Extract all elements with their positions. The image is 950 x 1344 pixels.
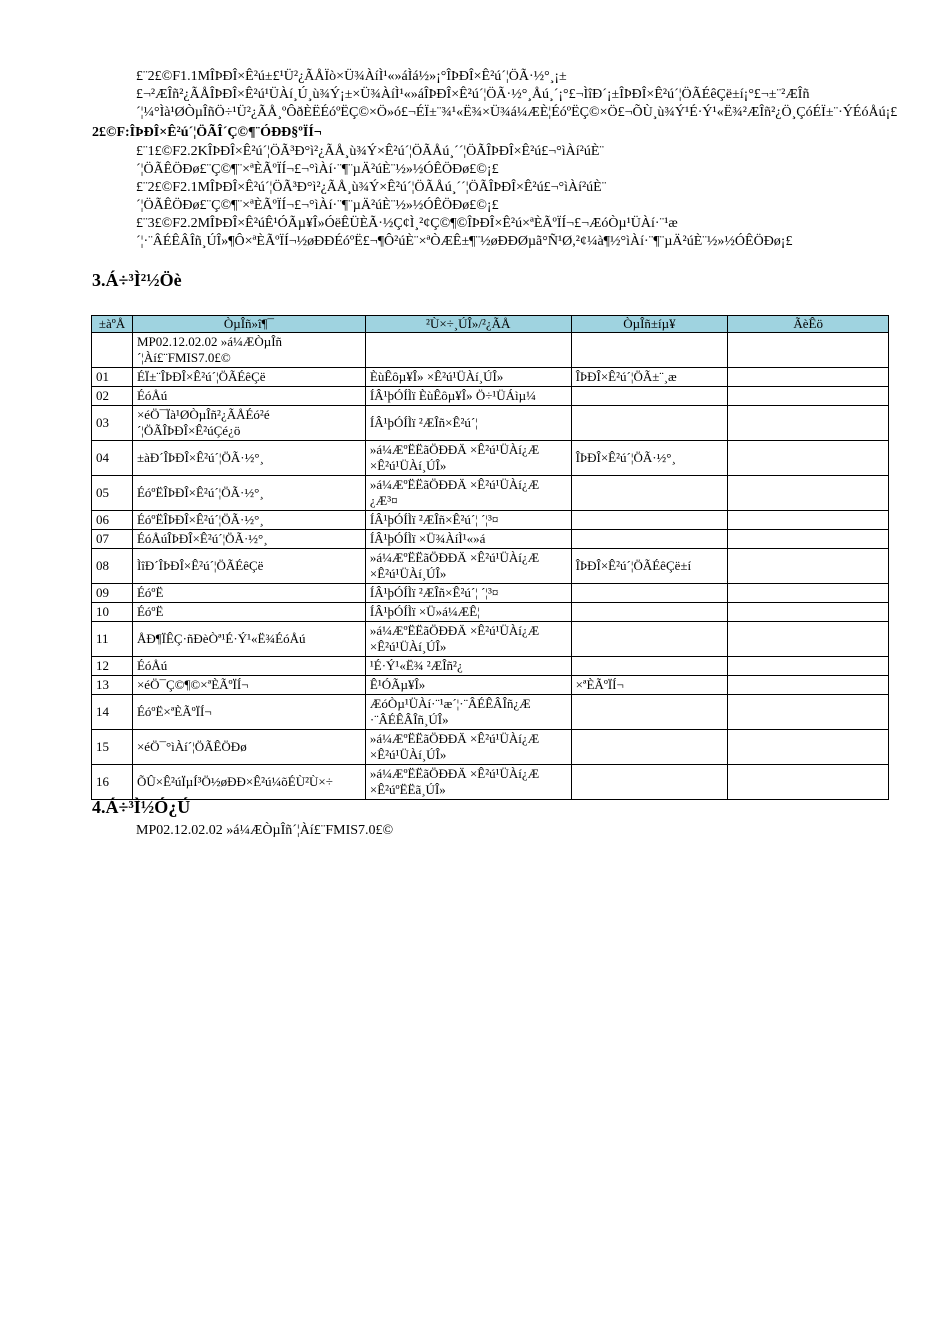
table-cell: 03 — [92, 406, 133, 441]
table-row — [92, 549, 889, 584]
table-cell — [728, 730, 889, 765]
table-cell: ÍÂ¹þÓÍÌï ×Ü¾ÀíÌ¹«»á — [365, 530, 571, 549]
table-row — [92, 603, 889, 622]
table-cell: MP02.12.02.02 »á¼ÆÒµÎñ´¦Àí£¨FMIS7.0£© — [132, 333, 365, 368]
table-row — [92, 622, 889, 657]
table-cell: ÈùÊôµ¥Î» ×Ê²ú¹ÜÀí¸ÚÎ» — [365, 368, 571, 387]
table-cell — [728, 333, 889, 368]
table-row — [92, 441, 889, 476]
table-cell: ÉóºË — [132, 584, 365, 603]
table-cell: ÍÂ¹þÓÍÌï ²ÆÎñ×Ê²ú´¦ ´¦³¤ — [365, 511, 571, 530]
table-cell — [571, 387, 728, 406]
table-cell — [571, 476, 728, 511]
table-cell — [571, 406, 728, 441]
table-cell: ÉóÅú — [132, 657, 365, 676]
table-cell: ÍÂ¹þÓÍÌï ×Ü»á¼ÆÊ¦ — [365, 603, 571, 622]
table-cell — [728, 695, 889, 730]
table-cell: ÉóÅúÎÞÐÎ×Ê²ú´¦ÖÃ·½°¸ — [132, 530, 365, 549]
table-cell — [728, 406, 889, 441]
table-cell — [728, 657, 889, 676]
process-steps-table — [91, 315, 889, 800]
table-cell — [571, 695, 728, 730]
table-cell: 04 — [92, 441, 133, 476]
section-4-title: 4.Á÷³Ì½Ó¿Ú — [92, 797, 191, 817]
table-cell: ÉóºËÎÞÐÎ×Ê²ú´¦ÖÃ·½°¸ — [132, 511, 365, 530]
table-cell: 11 — [92, 622, 133, 657]
table-cell — [571, 511, 728, 530]
table-cell: 06 — [92, 511, 133, 530]
table-cell: ÎÞÐÎ×Ê²ú´¦ÖÃÉêÇë±í — [571, 549, 728, 584]
table-cell: ÍÂ¹þÓÍÌï ÈùÊôµ¥Î» Ö÷¹ÜÁìµ¼ — [365, 387, 571, 406]
table-cell: ×éÖ¯°ìÀí´¦ÖÃÊÖÐø — [132, 730, 365, 765]
table-cell: »á¼ÆºËËãÖÐÐÄ ×Ê²ú¹ÜÀí¿Æ ×Ê²ú¹ÜÀí¸ÚÎ» — [365, 549, 571, 584]
table-cell: ÆóÒµ¹ÜÀí·¨¹æ´¦·¨ÂÉÊÂÎñ¿Æ ·¨ÂÉÊÂÎñ¸ÚÎ» — [365, 695, 571, 730]
table-cell — [571, 765, 728, 800]
header-activity: ÒµÎñ»î¶¯ — [132, 316, 365, 333]
table-cell: »á¼ÆºËËãÖÐÐÄ ×Ê²ú¹ÜÀí¿Æ ¿Æ³¤ — [365, 476, 571, 511]
table-cell: »á¼ÆºËËãÖÐÐÄ ×Ê²ú¹ÜÀí¿Æ ×Ê²úºËËã¸ÚÎ» — [365, 765, 571, 800]
paragraph-f1-1m: £¨2£©F1.1MÎÞÐÎ×Ê²ú±£¹Ü²¿ÃÅÏò×Ü¾ÀíÌ¹«»áÌá½»¡°ÎÞÐÎ×Ê²ú´¦ÖÃ·½°¸¡±£¬²ÆÎñ²¿ÃÅÎÞÐÎ×Ê²ú¹ÜÀí¸Ú¸ù¾Ý¡±×Ü¾ÀíÌ¹«»áÎÞÐÎ×Ê²ú´¦ÖÃ·½°¸Åú¸´¡°£¬ÌîÐ´¡±ÎÞÐÎ×Ê²ú´¦ÖÃÉêÇë±í¡°£¬±¨²ÆÎñ´¦¼°Ìà¹ØÒµÎñÖ÷¹Ü²¿ÃÅ¸ºÔðÈËÉóºËÇ©×Ö»ó£¬ÉÏ±¨¾¹«Ë¾×Ü¾á¼ÆÈ¦ÉóºËÇ©×Ö£¬ÕÙ¸ù¾Ý¹É·Ý¹«Ë¾²ÆÎñ²¿Ö¸ÇóÉÏ±¨·ÝÉóÅú¡£ — [136, 69, 898, 120]
table-cell — [728, 511, 889, 530]
header-description: ÃèÊö — [728, 316, 889, 333]
table-cell — [571, 622, 728, 657]
table-row — [92, 695, 889, 730]
table-cell: Ê¹ÓÃµ¥Î» — [365, 676, 571, 695]
table-cell: 08 — [92, 549, 133, 584]
paragraph-f2-1m: £¨2£©F2.1MÎÞÐÎ×Ê²ú´¦ÖÃ³Ð°ì²¿ÃÅ¸ù¾Ý×Ê²ú´¦ÖÃÅú¸´´¦ÖÃÎÞÐÎ×Ê²ú£¬°ìÀí²úÈ¨´¦ÖÃÊÖÐø£¨Ç©¶¨×ªÈÃºÏÍ¬£¬°ìÀí·¨¶¨µÄ²úÈ¨½»½ÓÊÖÐø£©¡£ — [136, 180, 607, 213]
table-cell: ÎÞÐÎ×Ê²ú´¦ÖÃ±¨¸æ — [571, 368, 728, 387]
table-cell — [728, 622, 889, 657]
table-row — [92, 368, 889, 387]
table-cell: ÉóºË×ªÈÃºÏÍ¬ — [132, 695, 365, 730]
table-row — [92, 584, 889, 603]
table-cell: ÎÞÐÎ×Ê²ú´¦ÖÃ·½°¸ — [571, 441, 728, 476]
table-cell: 13 — [92, 676, 133, 695]
table-cell: 12 — [92, 657, 133, 676]
table-row — [92, 530, 889, 549]
table-cell: 10 — [92, 603, 133, 622]
table-header-row — [92, 316, 889, 333]
table-cell — [728, 530, 889, 549]
table-cell — [571, 530, 728, 549]
table-cell: ÉóºËÎÞÐÎ×Ê²ú´¦ÖÃ·½°¸ — [132, 476, 365, 511]
table-cell: ÉóºË — [132, 603, 365, 622]
table-cell — [728, 765, 889, 800]
table-row — [92, 333, 889, 368]
section-3-title: 3.Á÷³Ì²½Öè — [92, 270, 182, 290]
table-cell: ÕÛ×Ê²úÏµÍ³Ö½øÐÐ×Ê²ú¼õÉÙ²Ù×÷ — [132, 765, 365, 800]
table-body — [92, 333, 889, 800]
paragraph-f2-2m: £¨3£©F2.2MÎÞÐÎ×Ê²úÊ¹ÓÃµ¥Î»ÓëÊÜÈÃ·½Ç¢Ì¸²¢Ç©¶©ÎÞÐÎ×Ê²ú×ªÈÃºÏÍ¬£¬ÆóÒµ¹ÜÀí·¨¹æ´¦·¨ÂÉÊÂÎñ¸ÚÎ»¶Ô×ªÈÃºÏÍ¬½øÐÐÉóºË£¬¶Ô²úÈ¨×ªÒÆÊ±¶¨½øÐÐØµã°Ñ¹Ø,²¢¼à¶½°ìÀí·¨¶¨µÄ²úÈ¨½»½ÓÊÖÐø¡£ — [136, 216, 793, 249]
table-cell — [571, 333, 728, 368]
table-cell — [728, 584, 889, 603]
table-cell — [571, 657, 728, 676]
table-cell: ×ªÈÃºÏÍ¬ — [571, 676, 728, 695]
table-cell: 14 — [92, 695, 133, 730]
table-cell: 01 — [92, 368, 133, 387]
table-cell — [728, 603, 889, 622]
table-cell — [728, 368, 889, 387]
header-role: ²Ù×÷¸ÚÎ»/²¿ÃÅ — [365, 316, 571, 333]
table-row — [92, 406, 889, 441]
table-row — [92, 511, 889, 530]
table-cell: »á¼ÆºËËãÖÐÐÄ ×Ê²ú¹ÜÀí¿Æ ×Ê²ú¹ÜÀí¸ÚÎ» — [365, 730, 571, 765]
table-cell — [571, 584, 728, 603]
table-cell: 05 — [92, 476, 133, 511]
table-cell: 16 — [92, 765, 133, 800]
paragraph-f2-2k: £¨1£©F2.2KÎÞÐÎ×Ê²ú´¦ÖÃ³Ð°ì²¿ÃÅ¸ù¾Ý×Ê²ú´¦ÖÃÅú¸´´¦ÖÃÎÞÐÎ×Ê²ú£¬°ìÀí²úÈ¨´¦ÖÃÊÖÐø£¨Ç©¶¨×ªÈÃºÏÍ¬£¬°ìÀí·¨¶¨µÄ²úÈ¨½»½ÓÊÖÐø£©¡£ — [136, 144, 605, 177]
table-row — [92, 730, 889, 765]
table-row — [92, 765, 889, 800]
subheading-f2: 2£©F:ÎÞÐÎ×Ê²ú´¦ÖÃÎ´Ç©¶¨ÓÐÐ§ºÏÍ¬ — [92, 125, 322, 140]
table-cell — [571, 603, 728, 622]
table-cell — [728, 476, 889, 511]
table-cell: ×éÖ¯Ïà¹ØÒµÎñ²¿ÃÅÉó²é´¦ÖÃÎÞÐÎ×Ê²úÇé¿ö — [132, 406, 365, 441]
header-number: ±àºÅ — [92, 316, 133, 333]
table-cell: 15 — [92, 730, 133, 765]
table-cell — [365, 333, 571, 368]
table-cell: ÍÂ¹þÓÍÌï ²ÆÎñ×Ê²ú´¦ ´¦³¤ — [365, 584, 571, 603]
table-cell: 07 — [92, 530, 133, 549]
table-cell: ÉóÅú — [132, 387, 365, 406]
table-cell — [728, 387, 889, 406]
table-cell: ±àÐ´ÎÞÐÎ×Ê²ú´¦ÖÃ·½°¸ — [132, 441, 365, 476]
table-cell: ¹É·Ý¹«Ë¾ ²ÆÎñ²¿ — [365, 657, 571, 676]
table-cell: »á¼ÆºËËãÖÐÐÄ ×Ê²ú¹ÜÀí¿Æ ×Ê²ú¹ÜÀí¸ÚÎ» — [365, 441, 571, 476]
table-row — [92, 387, 889, 406]
table-cell: 02 — [92, 387, 133, 406]
table-row — [92, 657, 889, 676]
table-cell — [571, 730, 728, 765]
table-cell — [728, 549, 889, 584]
table-cell — [728, 441, 889, 476]
table-cell: ÉÏ±¨ÎÞÐÎ×Ê²ú´¦ÖÃÉêÇë — [132, 368, 365, 387]
table-cell: ×éÖ¯Ç©¶©×ªÈÃºÏÍ¬ — [132, 676, 365, 695]
section-4-body: MP02.12.02.02 »á¼ÆÒµÎñ´¦Àí£¨FMIS7.0£© — [136, 823, 394, 838]
table-cell — [728, 676, 889, 695]
table-cell: 09 — [92, 584, 133, 603]
table-cell: ÌîÐ´ÎÞÐÎ×Ê²ú´¦ÖÃÉêÇë — [132, 549, 365, 584]
table-cell: ÅÐ¶ÏÊÇ·ñÐèÒª¹É·Ý¹«Ë¾ÉóÅú — [132, 622, 365, 657]
table-row — [92, 476, 889, 511]
header-form: ÒµÎñ±íµ¥ — [571, 316, 728, 333]
table-cell: »á¼ÆºËËãÖÐÐÄ ×Ê²ú¹ÜÀí¿Æ ×Ê²ú¹ÜÀí¸ÚÎ» — [365, 622, 571, 657]
table-cell: ÍÂ¹þÓÍÌï ²ÆÎñ×Ê²ú´¦ — [365, 406, 571, 441]
table-cell — [92, 333, 133, 368]
table-row — [92, 676, 889, 695]
